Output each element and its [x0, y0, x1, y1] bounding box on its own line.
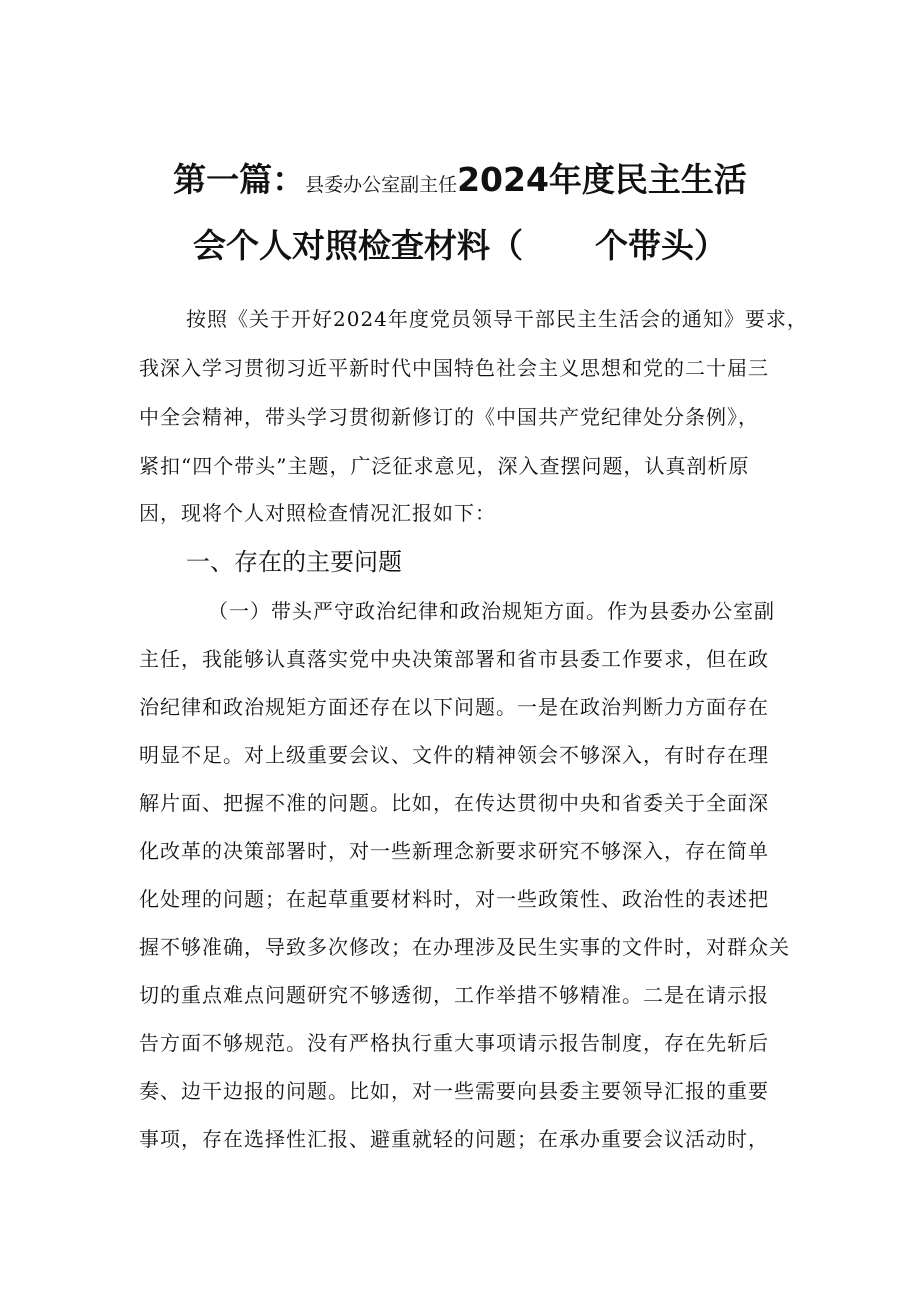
- body-line-8: 握不够准确，导致多次修改；在办理涉及民生实事的文件时，对群众关: [139, 935, 790, 959]
- body-line-1: （一）带头严守政治纪律和政治规矩方面。作为县委办公室副: [208, 599, 775, 623]
- body-line-4: 明显不足。对上级重要会议、文件的精神领会不够深入，有时存在理: [139, 743, 769, 767]
- body-line-11: 奏、边干边报的问题。比如，对一些需要向县委主要领导汇报的重要: [139, 1079, 769, 1103]
- title-line2-end: 个带头）: [595, 226, 727, 265]
- body-line-5: 解片面、把握不准的问题。比如，在传达贯彻中央和省委关于全面深: [139, 791, 769, 815]
- title-position: 县委办公室副主任: [305, 174, 458, 196]
- intro-line-1: 按照《关于开好2024年度党员领导干部民主生活会的通知》要求，: [186, 307, 808, 331]
- intro-line-5: 因，现将个人对照检查情况汇报如下：: [139, 501, 496, 525]
- body-line-10: 告方面不够规范。没有严格执行重大事项请示报告制度，存在先斩后: [139, 1031, 769, 1055]
- intro-line-4: 紧扣“四个带头”主题，广泛征求意见，深入查摆问题，认真剖析原: [139, 454, 750, 478]
- title-prefix: 第一篇：: [173, 160, 306, 199]
- title-year-text: 2024年度民主生活: [457, 160, 747, 199]
- title-line2-start: 会个人对照检查材料（: [193, 226, 523, 265]
- section-heading: 一、存在的主要问题: [186, 548, 402, 576]
- body-line-6: 化改革的决策部署时，对一些新理念新要求研究不够深入，存在简单: [139, 839, 769, 863]
- body-line-2: 主任，我能够认真落实党中央决策部署和省市县委工作要求，但在政: [139, 647, 769, 671]
- body-line-7: 化处理的问题；在起草重要材料时，对一些政策性、政治性的表述把: [139, 887, 769, 911]
- body-line-9: 切的重点难点问题研究不够透彻，工作举措不够精准。二是在请示报: [139, 983, 769, 1007]
- body-line-12: 事项，存在选择性汇报、避重就轻的问题；在承办重要会议活动时，: [139, 1127, 769, 1151]
- intro-line-3: 中全会精神，带头学习贯彻新修订的《中国共产党纪律处分条例》，: [139, 405, 759, 429]
- intro-line-2: 我深入学习贯彻习近平新时代中国特色社会主义思想和党的二十届三: [139, 356, 769, 380]
- body-line-3: 治纪律和政治规矩方面还存在以下问题。一是在政治判断力方面存在: [139, 695, 769, 719]
- document-title-line-2: [0, 220, 920, 267]
- document-title-line-1: [0, 154, 920, 201]
